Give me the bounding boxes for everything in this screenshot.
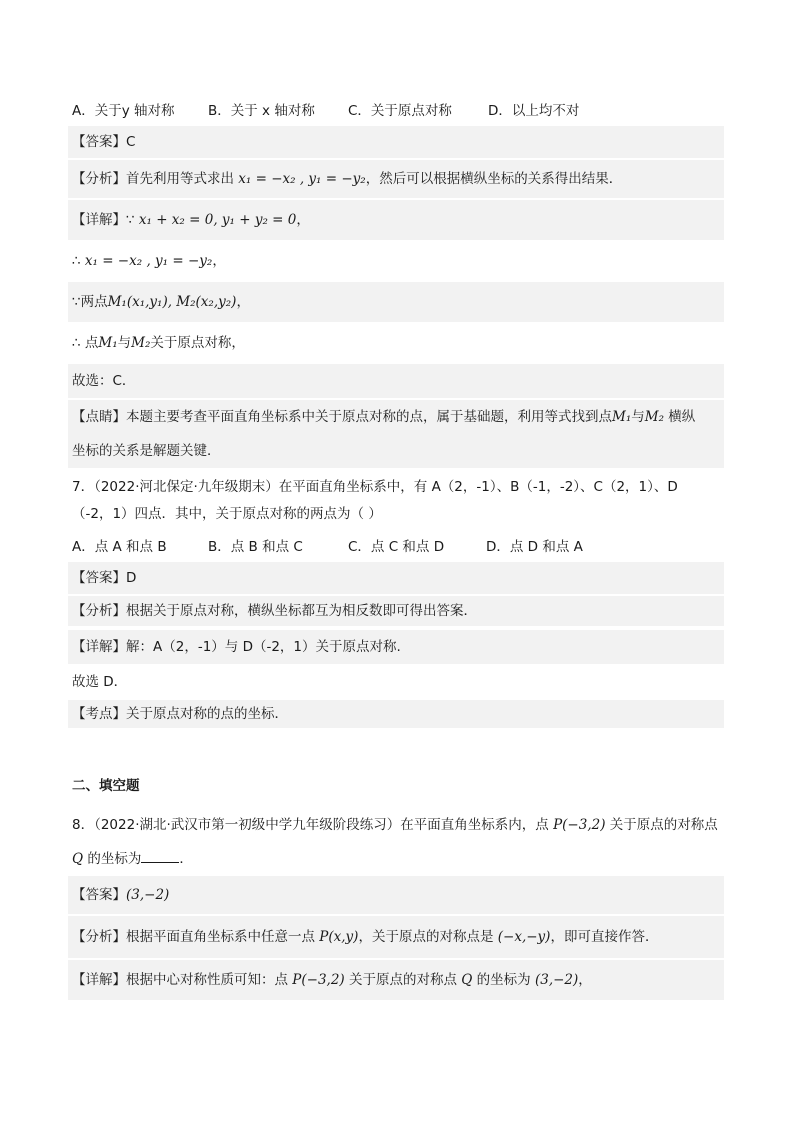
q8-analysis-m2: (−x,−y) — [497, 929, 551, 945]
q6-answer — [68, 126, 724, 158]
q8-answer-blank[interactable] — [141, 850, 179, 863]
q6-analysis-formula: x₁ = −x₂ , y₁ = −y₂ — [238, 171, 366, 187]
q6-option-b: B．关于 x 轴对称 — [208, 103, 315, 119]
q8-stem2-text-b: 的坐标为 — [83, 851, 142, 867]
q8-analysis-text-a: 【分析】根据平面直角坐标系中任意一点 — [72, 929, 320, 945]
q6-line3-text-b: ， — [236, 294, 250, 310]
q8-detail — [68, 960, 724, 1000]
q7-option-a: A．点 A 和点 B — [72, 539, 167, 555]
q6-line3-formula: M₁(x₁,y₁), M₂(x₂,y₂) — [107, 294, 237, 310]
q8-stem-line1 — [72, 808, 724, 842]
q6-point-text-b: 横纵 — [664, 409, 696, 425]
q8-detail-text-d: ， — [578, 972, 592, 988]
q7-kaodian-text: 【考点】关于原点对称的点的坐标． — [72, 706, 288, 722]
q8-detail-m1: P(−3,2) — [292, 972, 345, 988]
q8-stem2-text-c: ． — [179, 851, 193, 867]
q8-stem-point-p: P(−3,2) — [553, 817, 606, 833]
q6-option-c: C．关于原点对称 — [348, 103, 452, 119]
q7-options-row — [68, 536, 724, 558]
q6-line3-text-a: ∵两点 — [72, 294, 108, 310]
q8-analysis-m1: P(x,y) — [319, 929, 359, 945]
q7-detail — [68, 630, 724, 664]
q6-point-m2: M₂ — [644, 409, 664, 425]
q8-stem-text-a: 8．（2022·湖北·武汉市第一初级中学九年级阶段练习）在平面直角坐标系内，点 — [72, 817, 554, 833]
q8-stem-point-q: Q — [72, 851, 84, 867]
q8-analysis-text-b: ，关于原点的对称点是 — [358, 929, 498, 945]
q7-answer-text: 【答案】D — [72, 570, 137, 586]
q6-detail-text-b: ， — [296, 212, 310, 228]
q6-line4-m2: M₂ — [131, 335, 151, 351]
q7-option-c: C．点 C 和点 D — [348, 539, 445, 555]
q7-choose — [68, 666, 724, 698]
q8-detail-m3: (3,−2) — [534, 972, 579, 988]
q6-detail-line3 — [68, 282, 724, 322]
q6-analysis-text-b: ，然后可以根据横纵坐标的关系得出结果． — [365, 171, 623, 187]
q8-answer-text: 【答案】 — [72, 887, 126, 903]
section-title — [68, 774, 724, 798]
q6-line2-text-a: ∴ — [72, 253, 85, 269]
q8-detail-text-b: 关于原点的对称点 — [344, 972, 462, 988]
q6-detail-text-a: 【详解】∵ — [72, 212, 139, 228]
q6-point-text-a: 【点睛】本题主要考查平面直角坐标系中关于原点对称的点，属于基础题，利用等式找到点 — [72, 409, 612, 425]
q8-analysis — [68, 916, 724, 958]
q6-options-row — [68, 100, 724, 122]
q6-detail-formula: x₁ + x₂ = 0, y₁ + y₂ = 0 — [138, 212, 297, 228]
q6-choose-text: 故选：C． — [72, 373, 136, 389]
q6-choose — [68, 364, 724, 398]
q7-stem — [68, 474, 724, 530]
q6-line2-text-b: ， — [212, 253, 226, 269]
q6-line4-mid: 与 — [117, 335, 132, 351]
q8-detail-text-c: 的坐标为 — [472, 972, 535, 988]
q7-option-b: B．点 B 和点 C — [208, 539, 303, 555]
q6-line4-text-a: ∴ 点 — [72, 335, 99, 351]
q6-option-a: A．关于y 轴对称 — [72, 103, 175, 119]
q7-option-d: D．点 D 和点 A — [486, 539, 583, 555]
q6-detail — [68, 200, 724, 240]
q7-choose-text: 故选 D． — [72, 674, 128, 690]
q7-analysis — [68, 596, 724, 626]
q7-kaodian — [68, 700, 724, 728]
q6-point-mid: 与 — [631, 409, 645, 425]
q6-line4-m1: M₁ — [98, 335, 118, 351]
q6-analysis — [68, 160, 724, 198]
q7-stem-line1: 7．（2022·河北保定·九年级期末）在平面直角坐标系中，有 A（2，-1）、B（-1，-2）、C（2，1）、D — [72, 479, 678, 495]
q7-stem-line2: （-2，1）四点．其中，关于原点对称的两点为（ ） — [72, 506, 382, 522]
q7-answer — [68, 562, 724, 594]
q6-line4-text-b: 关于原点对称， — [150, 335, 245, 351]
q8-stem-line2 — [72, 842, 724, 876]
q6-answer-text: 【答案】C — [72, 134, 136, 150]
q6-detail-line2 — [68, 242, 724, 280]
q8-stem-text-b: 关于原点的对称点 — [605, 817, 718, 833]
q6-point-text-c: 坐标的关系是解题关键． — [72, 443, 221, 459]
q8-detail-m2: Q — [461, 972, 473, 988]
section-title-text: 二、填空题 — [72, 778, 140, 794]
q8-stem — [68, 808, 724, 880]
q8-detail-text-a: 【详解】根据中心对称性质可知：点 — [72, 972, 293, 988]
q6-point — [68, 400, 724, 468]
q6-analysis-text-a: 【分析】首先利用等式求出 — [72, 171, 239, 187]
q6-option-d: D．以上均不对 — [488, 103, 580, 119]
q7-detail-text: 【详解】解：A（2，-1）与 D（-2，1）关于原点对称. — [72, 639, 401, 655]
q6-point-m1: M₁ — [612, 409, 632, 425]
q7-analysis-text: 【分析】根据关于原点对称，横纵坐标都互为相反数即可得出答案． — [72, 603, 477, 619]
q8-answer-formula: (3,−2) — [126, 887, 170, 903]
q8-answer — [68, 876, 724, 914]
q6-detail-line4 — [68, 324, 724, 362]
q6-point-line2 — [72, 434, 724, 468]
q6-line2-formula: x₁ = −x₂ , y₁ = −y₂ — [84, 253, 213, 269]
q6-point-line1 — [72, 400, 724, 434]
q8-analysis-text-c: ，即可直接作答． — [550, 929, 659, 945]
